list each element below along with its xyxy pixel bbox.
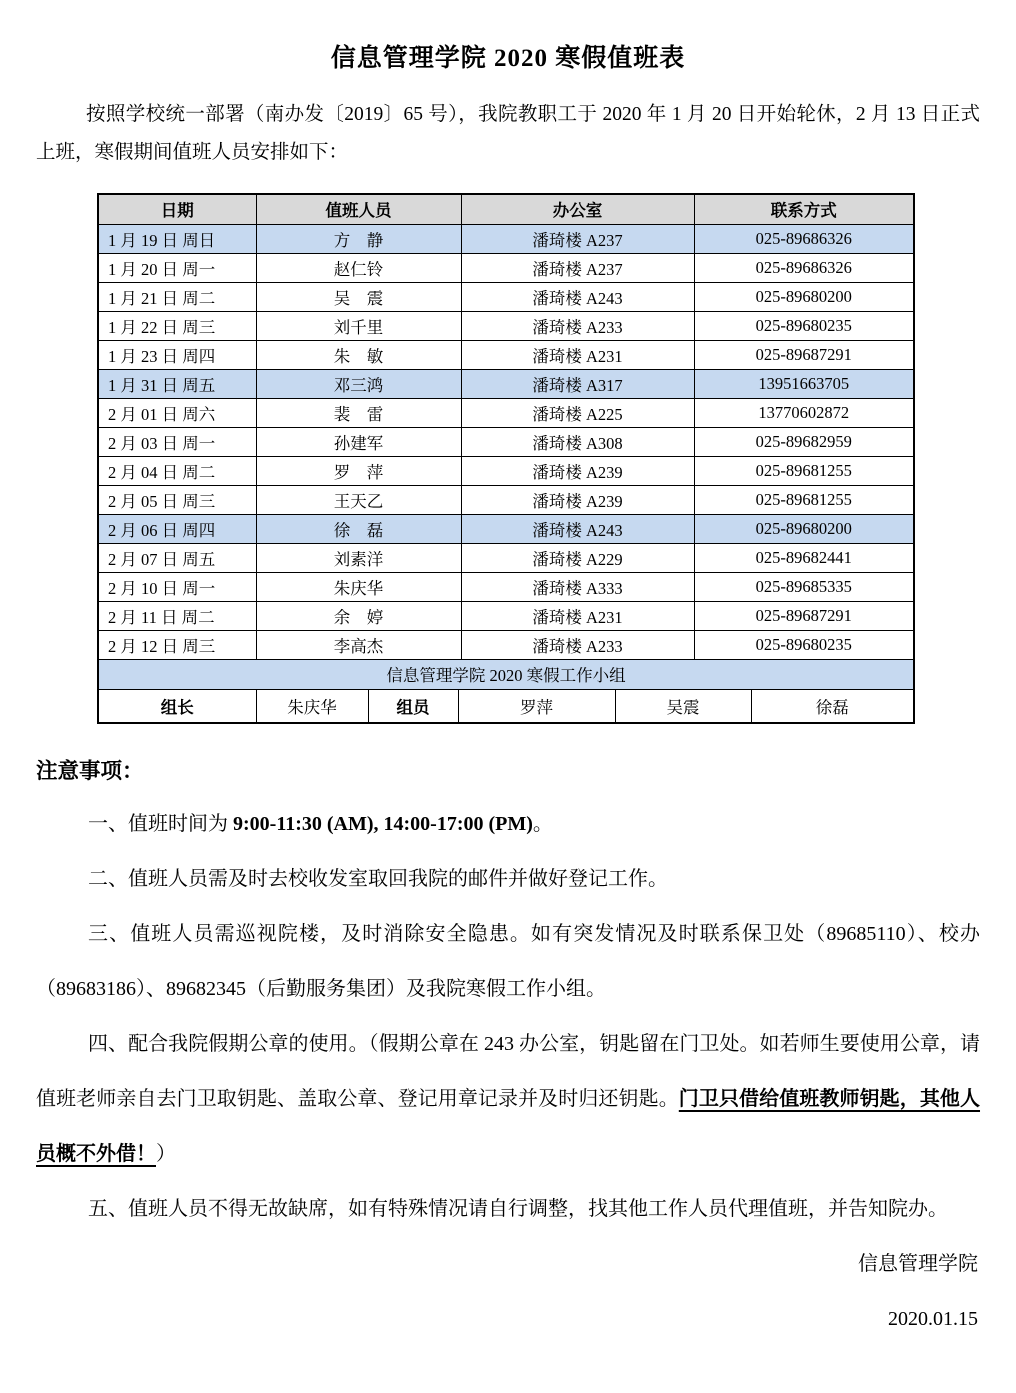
duty-cell-date: 1 月 31 日 周五 [98, 369, 256, 398]
duty-cell-person: 罗 萍 [256, 456, 461, 485]
duty-row [98, 282, 914, 311]
duty-cell-date: 1 月 23 日 周四 [98, 340, 256, 369]
duty-cell-office: 潘琦楼 A333 [461, 572, 694, 601]
duty-cell-person: 吴 震 [256, 282, 461, 311]
duty-cell-person: 徐 磊 [256, 514, 461, 543]
duty-cell-office: 潘琦楼 A233 [461, 311, 694, 340]
duty-cell-person: 裴 雷 [256, 398, 461, 427]
duty-cell-person: 刘千里 [256, 311, 461, 340]
duty-table [97, 193, 915, 724]
group-leader-label: 组长 [98, 689, 256, 723]
group-title-row [98, 659, 914, 689]
group-leader-name: 朱庆华 [256, 689, 368, 723]
duty-row [98, 485, 914, 514]
duty-cell-person: 赵仁铃 [256, 253, 461, 282]
duty-cell-office: 潘琦楼 A237 [461, 253, 694, 282]
duty-cell-office: 潘琦楼 A231 [461, 340, 694, 369]
duty-cell-date: 2 月 04 日 周二 [98, 456, 256, 485]
duty-cell-contact: 025-89680235 [694, 311, 914, 340]
signature-date: 2020.01.15 [888, 1308, 978, 1330]
duty-row [98, 340, 914, 369]
duty-row [98, 601, 914, 630]
note-1 [36, 797, 980, 852]
duty-row [98, 456, 914, 485]
note-1-bold-time: 9:00-11:30 (AM), 14:00-17:00 (PM) [233, 813, 533, 835]
duty-cell-date: 1 月 22 日 周三 [98, 311, 256, 340]
duty-cell-contact: 025-89687291 [694, 340, 914, 369]
duty-cell-person: 余 婷 [256, 601, 461, 630]
duty-cell-contact: 025-89680235 [694, 630, 914, 659]
duty-cell-contact: 025-89686326 [694, 253, 914, 282]
intro-paragraph: 按照学校统一部署（南办发〔2019〕65 号），我院教职工于 2020 年 1 月 20 日开始轮休，2 月 13 日正式上班，寒假期间值班人员安排如下： [36, 104, 980, 163]
duty-cell-contact: 025-89680200 [694, 514, 914, 543]
duty-cell-office: 潘琦楼 A239 [461, 456, 694, 485]
duty-cell-date: 2 月 01 日 周六 [98, 398, 256, 427]
duty-cell-office: 潘琦楼 A317 [461, 369, 694, 398]
page-title: 信息管理学院 2020 寒假值班表 [330, 45, 686, 72]
duty-cell-contact: 025-89681255 [694, 456, 914, 485]
duty-row [98, 427, 914, 456]
group-title: 信息管理学院 2020 寒假工作小组 [98, 659, 914, 689]
note-1-text: 一、值班时间为 [88, 813, 233, 835]
header-office: 办公室 [461, 194, 694, 224]
duty-cell-person: 方 静 [256, 224, 461, 253]
duty-cell-contact: 025-89685335 [694, 572, 914, 601]
group-member-name: 徐磊 [751, 689, 914, 723]
duty-table-header-row [98, 194, 914, 224]
duty-cell-office: 潘琦楼 A243 [461, 514, 694, 543]
duty-row [98, 630, 914, 659]
duty-cell-office: 潘琦楼 A237 [461, 224, 694, 253]
duty-cell-office: 潘琦楼 A239 [461, 485, 694, 514]
duty-cell-office: 潘琦楼 A231 [461, 601, 694, 630]
duty-cell-contact: 025-89682441 [694, 543, 914, 572]
duty-cell-person: 孙建军 [256, 427, 461, 456]
duty-cell-date: 1 月 19 日 周日 [98, 224, 256, 253]
duty-cell-contact: 025-89686326 [694, 224, 914, 253]
duty-cell-person: 朱庆华 [256, 572, 461, 601]
duty-row [98, 543, 914, 572]
duty-row [98, 369, 914, 398]
group-member-name: 吴震 [615, 689, 751, 723]
note-5: 五、值班人员不得无故缺席，如有特殊情况请自行调整，找其他工作人员代理值班，并告知院办。 [88, 1198, 948, 1220]
duty-cell-date: 2 月 10 日 周一 [98, 572, 256, 601]
duty-cell-person: 朱 敏 [256, 340, 461, 369]
note-1-suffix: 。 [532, 813, 553, 835]
note-3: 三、值班人员需巡视院楼，及时消除安全隐患。如有突发情况及时联系保卫处（89685110）、校办（89683186）、89682345（后勤服务集团）及我院寒假工作小组。 [36, 923, 980, 1000]
duty-cell-date: 1 月 21 日 周二 [98, 282, 256, 311]
duty-cell-office: 潘琦楼 A229 [461, 543, 694, 572]
group-row [98, 689, 914, 723]
duty-cell-person: 李高杰 [256, 630, 461, 659]
duty-cell-office: 潘琦楼 A225 [461, 398, 694, 427]
duty-cell-contact: 025-89680200 [694, 282, 914, 311]
duty-cell-date: 2 月 07 日 周五 [98, 543, 256, 572]
header-person: 值班人员 [256, 194, 461, 224]
duty-row [98, 224, 914, 253]
duty-row [98, 253, 914, 282]
note-4 [36, 1017, 980, 1182]
header-date: 日期 [98, 194, 256, 224]
duty-cell-date: 2 月 05 日 周三 [98, 485, 256, 514]
duty-cell-contact: 025-89687291 [694, 601, 914, 630]
duty-row [98, 514, 914, 543]
note-4-text: 四、配合我院假期公章的使用。（假期公章在 243 办公室，钥匙留在门卫处。如若师生要使用公章，请值班老师亲自去门卫取钥匙、盖取公章、登记用章记录并及时归还钥匙。 [36, 1033, 980, 1110]
duty-cell-office: 潘琦楼 A243 [461, 282, 694, 311]
duty-cell-person: 邓三鸿 [256, 369, 461, 398]
note-4-bold-underline: 门卫只借给值班教师钥匙，其他人员概不外借！ [36, 1088, 981, 1165]
note-4-suffix: ） [156, 1143, 176, 1165]
signature-org: 信息管理学院 [858, 1253, 978, 1275]
duty-cell-contact: 025-89682959 [694, 427, 914, 456]
notes-heading: 注意事项： [36, 759, 144, 783]
duty-cell-date: 2 月 11 日 周二 [98, 601, 256, 630]
duty-row [98, 311, 914, 340]
duty-cell-date: 2 月 03 日 周一 [98, 427, 256, 456]
duty-cell-contact: 13770602872 [694, 398, 914, 427]
duty-cell-date: 2 月 06 日 周四 [98, 514, 256, 543]
duty-row [98, 398, 914, 427]
duty-cell-contact: 025-89681255 [694, 485, 914, 514]
duty-cell-contact: 13951663705 [694, 369, 914, 398]
group-member-name: 罗萍 [458, 689, 615, 723]
duty-cell-person: 刘素洋 [256, 543, 461, 572]
group-member-label: 组员 [368, 689, 458, 723]
duty-cell-person: 王天乙 [256, 485, 461, 514]
note-2: 二、值班人员需及时去校收发室取回我院的邮件并做好登记工作。 [88, 868, 668, 890]
duty-cell-office: 潘琦楼 A308 [461, 427, 694, 456]
duty-cell-date: 2 月 12 日 周三 [98, 630, 256, 659]
duty-row [98, 572, 914, 601]
duty-cell-office: 潘琦楼 A233 [461, 630, 694, 659]
duty-cell-date: 1 月 20 日 周一 [98, 253, 256, 282]
header-contact: 联系方式 [694, 194, 914, 224]
